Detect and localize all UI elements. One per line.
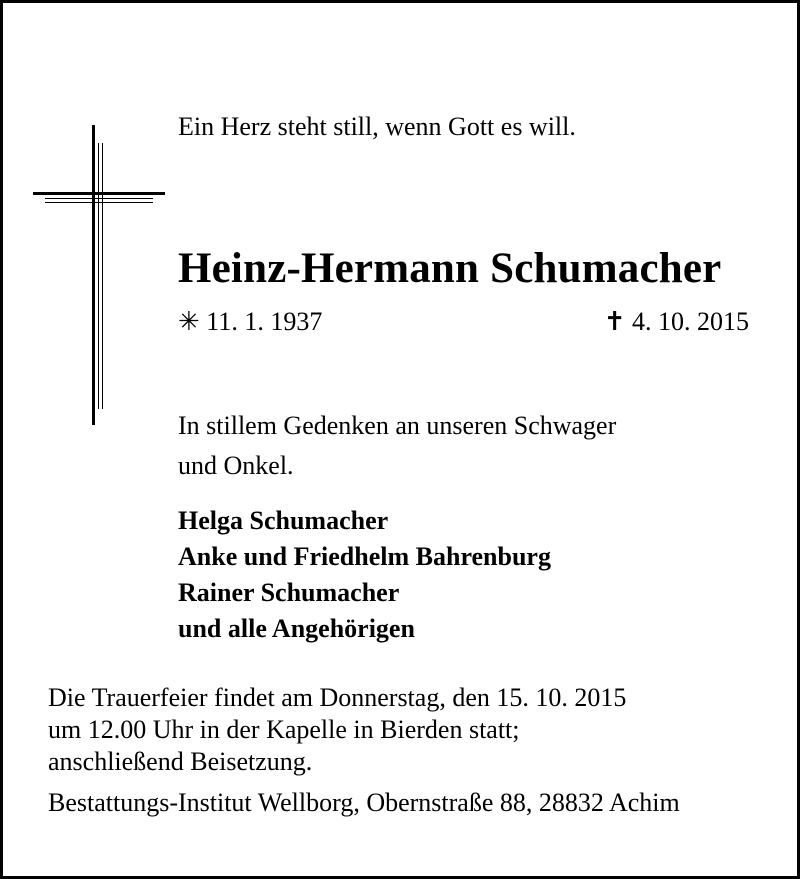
service-line: um 12.00 Uhr in der Kapelle in Bierden statt;: [48, 715, 520, 744]
remembrance-line: und Onkel.: [178, 451, 294, 480]
death-date-line: [604, 307, 749, 337]
mourner-name: Rainer Schumacher: [178, 578, 400, 607]
service-info: [48, 682, 626, 778]
death-date: 4. 10. 2015: [632, 307, 749, 336]
death-cross-icon: ✝: [603, 307, 626, 336]
mourner-name: und alle Angehörigen: [178, 614, 415, 643]
remembrance-text: [178, 406, 616, 486]
birth-date: 11. 1. 1937: [206, 307, 323, 336]
birth-date-line: [178, 307, 322, 337]
mourner-name: Anke und Friedhelm Bahrenburg: [178, 542, 551, 571]
funeral-home: Bestattungs-Institut Wellborg, Obernstraße 88, 28832 Achim: [48, 788, 680, 817]
birth-asterisk-icon: ✳: [178, 307, 200, 336]
cross-icon: [33, 125, 165, 425]
remembrance-line: In stillem Gedenken an unseren Schwager: [178, 411, 617, 440]
mourners-list: [178, 503, 551, 647]
mourner-name: Helga Schumacher: [178, 506, 389, 535]
motto: Ein Herz steht still, wenn Gott es will.: [178, 112, 576, 141]
service-line: anschließend Beisetzung.: [48, 747, 313, 776]
service-line: Die Trauerfeier findet am Donnerstag, den 15. 10. 2015: [48, 683, 627, 712]
deceased-name: Heinz-Hermann Schumacher: [178, 245, 722, 292]
